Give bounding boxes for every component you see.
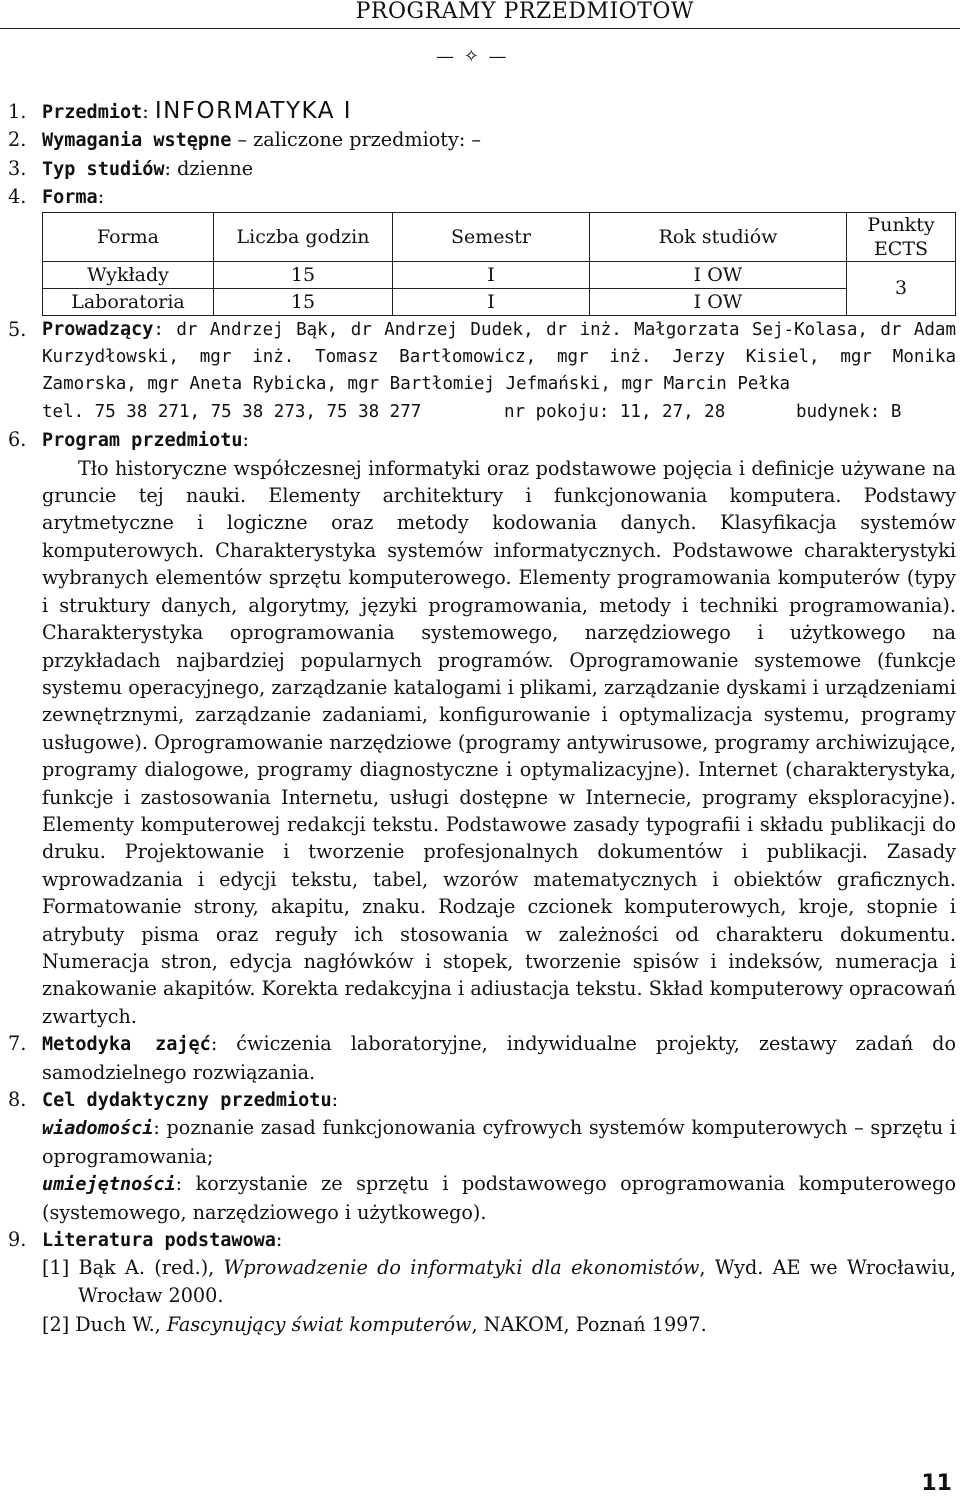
subject-name: INFORMATYKA I (154, 98, 353, 124)
item-number: 2. (8, 128, 27, 152)
table-cell: Wykłady (43, 261, 214, 288)
item-label: Forma (42, 187, 98, 209)
entry-ref: [2] Duch W., (42, 1313, 167, 1337)
item-number: 8. (8, 1088, 27, 1111)
item-typ-studiow (8, 155, 956, 183)
item-label: Metodyka zajęć (42, 1034, 211, 1056)
item-value: : (97, 185, 105, 209)
item-value: : (331, 1088, 339, 1111)
item-wymagania (8, 126, 956, 154)
room-numbers: nr pokoju: 11, 27, 28 (504, 401, 726, 422)
lecturers-list: : dr Andrzej Bąk, dr Andrzej Dudek, dr inż. Małgorzata Sej-Kolasa, dr Adam Kurzydłowski, mgr inż. Tomasz Bartłomowicz, mgr inż. Jerzy Kisiel, mgr Monika Zamorska, mgr Aneta Rybicka, mgr Bartłomiej Jefmański, mgr Marcin Pełka (42, 319, 956, 395)
table-row (43, 261, 956, 288)
item-number: 7. (8, 1032, 27, 1056)
entry-publisher: , NAKOM, Poznań 1997. (471, 1313, 707, 1337)
program-text: Tło historyczne współczesnej informatyki oraz podstawowe pojęcia i definicje używane na gruncie tej nauki. Elementy architektury i funkcjonowania komputera. Podstawy arytmetyczne i logiczne oraz metody kodowania danych. Klasyfikacja systemów komputerowych. Charakterystyka systemów informatycznych. Podstawowe charakterystyki wybranych elementów sprzętu komputerowego. Elementy programowania komputerów (typy i struktury danych, algorytmy, języki programowania, metody i techniki programowania). Charakterystyka oprogramowania systemowego, narzędziowego i użytkowego na przykładach najbardziej popularnych programów. Oprogramowanie systemowe (funkcje systemu operacyjnego, zarządzanie katalogami i plikami, zarządzanie dyskami i urządzeniami zewnętrznymi, zarządzanie zadaniami, konfigurowanie i optymalizacja systemu, programy usługowe). Oprogramowanie narzędziowe (programy antywirusowe, programy archiwizujące, programy dialogowe, programy diagnostyczne i optymalizacyjne). Internet (charakterystyka, funkcje i zastosowania Internetu, usługi dostępne w Internecie, programy eksploracyjne). Elementy komputerowej redakcji tekstu. Podstawowe zasady typografii i składu publikacji do druku. Projektowanie i tworzenie profesjonalnych dokumentów i publikacji. Zasady wprowadzania i edycji tekstu, tabel, wzorów matematycznych i obiektów graficznych. Formatowanie strony, akapitu, znaku. Rodzaje czcionek komputerowych, kroje, stopnie i atrybuty pisma oraz reguły ich stosowania w zależności od charakteru dokumentu. Numeracja stron, edycja nagłówków i stopek, tworzenie spisów i indeksów, numeracja i znakowanie akapitów. Korekta redakcyjna i adiustacja tekstu. Skład komputerowy opracowań zwartych. (42, 456, 956, 1028)
item-number: 1. (8, 100, 27, 123)
wiadomosci-label: wiadomości (42, 1118, 154, 1140)
item-value: : (242, 428, 249, 452)
item-przedmiot: 1. Przedmiot: INFORMATYKA I (8, 98, 353, 124)
item-label: Cel dydaktyczny przedmiotu (42, 1090, 332, 1111)
table-cell: 15 (214, 261, 393, 288)
item-label: Prowadzący (42, 318, 154, 340)
item-prowadzacy (8, 316, 956, 399)
item-label: Literatura podstawowa (42, 1230, 276, 1252)
item-label: Program przedmiotu (42, 430, 243, 452)
table-header: Liczba godzin (214, 212, 393, 261)
item-program (8, 426, 956, 454)
item-label: Przedmiot (42, 102, 143, 123)
bibliography-entry (42, 1311, 956, 1338)
forma-table (42, 212, 956, 316)
table-header-row (43, 212, 956, 261)
item-label: Wymagania wstępne (42, 130, 232, 152)
table-header: Forma (43, 212, 214, 261)
cel-wiadomosci (8, 1114, 956, 1170)
table-row (43, 288, 956, 315)
table-cell: I OW (590, 261, 847, 288)
item-number: 3. (8, 156, 27, 180)
syllabus-body (8, 98, 956, 1339)
contact-line (8, 399, 956, 426)
bibliography-entry (42, 1254, 956, 1309)
item-value: : (275, 1228, 283, 1252)
entry-title: Fascynujący świat komputerów (166, 1313, 472, 1337)
phone-numbers: tel. 75 38 271, 75 38 273, 75 38 277 (42, 401, 422, 422)
item-forma (8, 183, 956, 211)
cel-umiejetnosci (8, 1170, 956, 1226)
item-number: 4. (8, 185, 27, 209)
ects-cell: 3 (847, 261, 956, 315)
item-number: 9. (8, 1228, 27, 1252)
table-header: Rok studiów (590, 212, 847, 261)
header-rule (0, 28, 960, 29)
item-value: – zaliczone przedmioty: – (231, 128, 481, 152)
table-cell: I (393, 288, 590, 315)
entry-publisher: , Wyd. AE we Wrocławiu, Wrocław 2000. (78, 1256, 956, 1307)
item-label: Typ studiów (42, 158, 165, 180)
running-title: PROGRAMY PRZEDMIOTÓW (355, 0, 694, 24)
item-cel (8, 1086, 956, 1114)
item-literatura (8, 1226, 956, 1254)
ornament: — ✧ — (436, 46, 509, 67)
program-content (8, 455, 956, 1031)
table-header: Punkty ECTS (847, 212, 956, 261)
running-header (0, 0, 960, 24)
table-cell: Laboratoria (43, 288, 214, 315)
page-number: 11 (921, 1471, 952, 1496)
item-metodyka (8, 1030, 956, 1086)
table-cell: I OW (590, 288, 847, 315)
bibliography (8, 1254, 956, 1338)
table-cell: I (393, 261, 590, 288)
table-header: Semestr (393, 212, 590, 261)
item-number: 6. (8, 428, 27, 452)
building: budynek: B (796, 401, 902, 422)
entry-title: Wprowadzenie do informatyki dla ekonomistów (223, 1256, 700, 1280)
umiejetnosci-label: umiejętności (42, 1174, 176, 1196)
item-number: 5. (8, 317, 27, 341)
entry-ref: [1] Bąk A. (red.), (42, 1256, 224, 1280)
item-value: : ćwiczenia laboratoryjne, indywidualne projekty, zestawy zadań do samodzielnego rozwiązania. (42, 1032, 957, 1084)
item-value: : dzienne (164, 156, 254, 180)
table-cell: 15 (214, 288, 393, 315)
wiadomosci-text: : poznanie zasad funkcjonowania cyfrowych systemów komputerowych – sprzętu i oprogramowania; (42, 1116, 956, 1168)
umiejetnosci-text: : korzystanie ze sprzętu i podstawowego oprogramowania komputerowego (systemowego, narzędziowego i użytkowego). (42, 1172, 956, 1224)
